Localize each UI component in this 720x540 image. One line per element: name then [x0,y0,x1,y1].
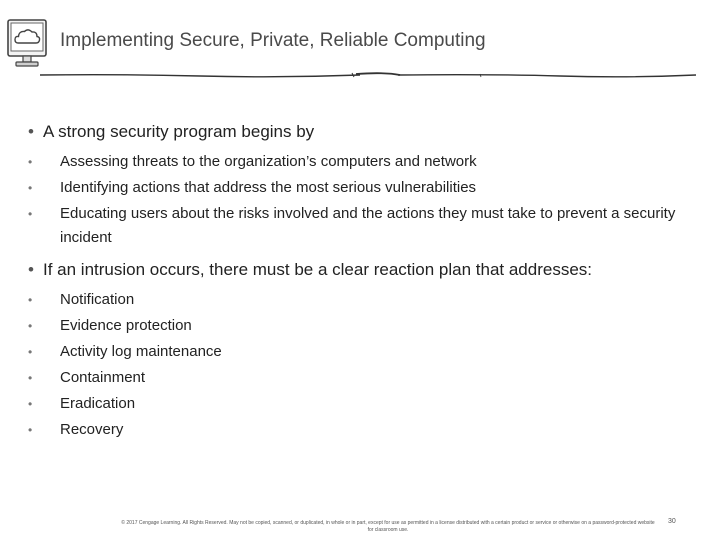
sub-bullet-text: Recovery [60,421,124,438]
sub-bullet-text: Containment [60,369,146,386]
sub-bullet-text: Eradication [60,395,136,412]
bullet-2 [28,258,698,282]
bullet-dot: • [28,207,33,221]
sub-bullet [28,314,698,338]
bullet-dot: • [28,371,33,385]
copyright-footer: © 2017 Cengage Learning. All Rights Reserved. May not be copied, scanned, or duplicated, in whole or in part, except for use as permitted in a license distributed with a certain product or service or otherwise on a password-protected website for classroom use. [121,520,655,533]
sub-bullet [28,150,698,174]
bullet-dot: • [28,397,33,411]
bullet-1-text: A strong security program begins by [43,122,315,141]
bullet-dot: • [28,122,34,141]
bullet-dot: • [28,260,34,279]
cloud-monitor-icon [6,18,48,70]
bullet-1 [28,120,698,144]
bullet-dot: • [28,423,33,437]
title-underline [40,68,696,82]
slide-title: Implementing Secure, Private, Reliable Computing [60,30,486,51]
sub-bullet [28,392,698,416]
bullet-dot: • [28,345,33,359]
sub-bullet [28,418,698,442]
sub-bullet-text: Educating users about the risks involved and the actions they must take to prevent a security incident [60,205,676,246]
bullet-dot: • [28,319,33,333]
sub-bullet [28,288,698,312]
sub-bullet-text: Evidence protection [60,317,192,334]
sub-bullet [28,366,698,390]
sub-bullet [28,202,698,250]
bullet-dot: • [28,155,33,169]
sub-bullet [28,176,698,200]
bullet-dot: • [28,293,33,307]
sub-bullet-text: Activity log maintenance [60,343,222,360]
sub-bullet [28,340,698,364]
sub-bullet-text: Assessing threats to the organization’s computers and network [60,153,477,170]
sub-bullet-text: Identifying actions that address the most serious vulnerabilities [60,179,477,196]
sub-bullet-text: Notification [60,291,135,308]
bullet-2-text: If an intrusion occurs, there must be a clear reaction plan that addresses: [43,260,593,279]
page-number: 30 [668,518,676,525]
slide-content [28,120,698,444]
bullet-dot: • [28,181,33,195]
